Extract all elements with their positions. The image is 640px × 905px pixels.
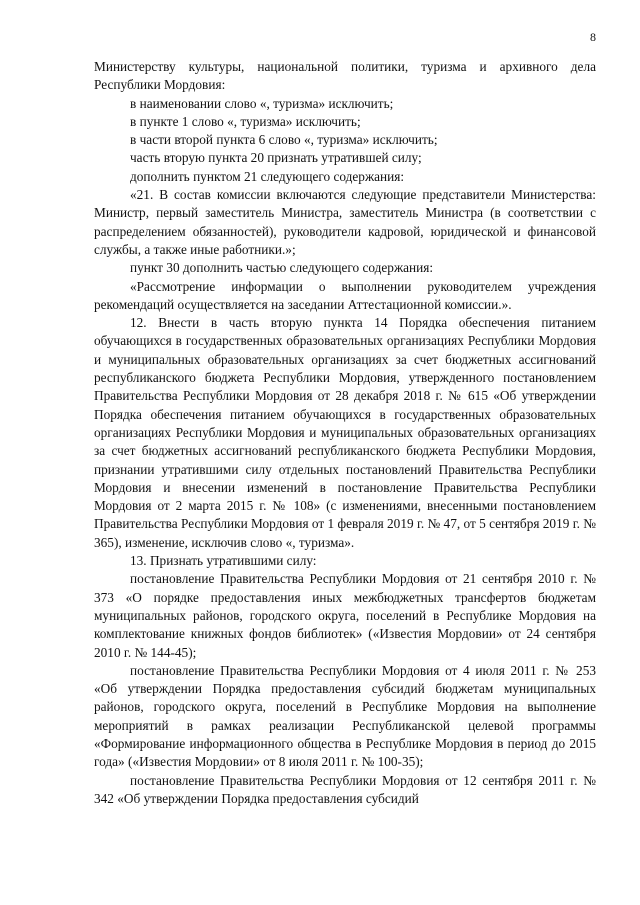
paragraph: «Рассмотрение информации о выполнении руководителем учреждения рекомендаций осуществляется на заседании Аттестационной комиссии.». [94,278,596,312]
paragraph: постановление Правительства Республики Мордовия от 12 сентября 2011 г. № 342 «Об утверждении Порядка предоставления субсидий [94,772,596,806]
paragraph: часть вторую пункта 20 признать утратившей силу; [130,150,422,166]
page-number: 8 [590,30,596,44]
paragraph: пункт 30 дополнить частью следующего содержания: [130,260,434,276]
paragraph: 12. Внести в часть вторую пункта 14 Порядка обеспечения питанием обучающихся в государственных образовательных организациях Республики Мордовия и муниципальных образовательных организациях за счет бюджетных ассигнований республиканского бюджета Республики Мордовия, утвержденного постановлением Правительства Республики Мордовия от 28 декабря 2018 г. № 615 «Об утверждении Порядка обеспечения питанием обучающихся в государственных образовательных организациях Республики Мордовия и муниципальных образовательных организациях за счет бюджетных ассигнований республиканского бюджета Республики Мордовия, признании утратившими силу отдельных постановлений Правительства Республики Мордовия и внесении изменений в постановление Правительства Республики Мордовия от 2 марта 2015 г. № 108» (с изменениями, внесенными постановлением Правительства Республики Мордовия от 1 февраля 2019 г. № 47, от 5 сентября 2019 г. № 365), изменение, исключив слово «, туризма». [94,315,596,550]
paragraph: в части второй пункта 6 слово «, туризма» исключить; [130,132,438,148]
paragraph: «21. В состав комиссии включаются следующие представители Министерства: Министр, первый заместитель Министра, заместитель Министра (в соответствии с распределением обязанностей), руководители кадровой, юридической и финансовой службы, а также иные работники.»; [94,187,596,257]
paragraph: постановление Правительства Республики Мордовия от 4 июля 2011 г. № 253 «Об утверждении Порядка предоставления субсидий бюджетам муниципальных районов, городского округа, поселений в Республике Мордовия на выполнение мероприятий в рамках реализации Республиканской целевой программы «Формирование информационного общества в Республике Мордовия в период до 2015 года» («Известия Мордовии» от 8 июля 2011 г. № 100-35); [94,662,596,770]
paragraph: дополнить пунктом 21 следующего содержания: [130,168,405,184]
paragraph: в наименовании слово «, туризма» исключить; [130,95,394,111]
paragraph: в пункте 1 слово «, туризма» исключить; [130,113,361,129]
paragraph: Министерству культуры, национальной политики, туризма и архивного дела Республики Мордовия: [94,59,596,93]
paragraph: 13. Признать утратившими силу: [130,553,317,569]
document-body [94,58,596,812]
paragraph: постановление Правительства Республики Мордовия от 21 сентября 2010 г. № 373 «О порядке предоставления иных межбюджетных трансфертов бюджетам муниципальных районов, городского округа, поселений в Республике Мордовия на комплектование книжных фондов библиотек» («Известия Мордовии» от 24 сентября 2010 г. № 144-45); [94,571,596,660]
